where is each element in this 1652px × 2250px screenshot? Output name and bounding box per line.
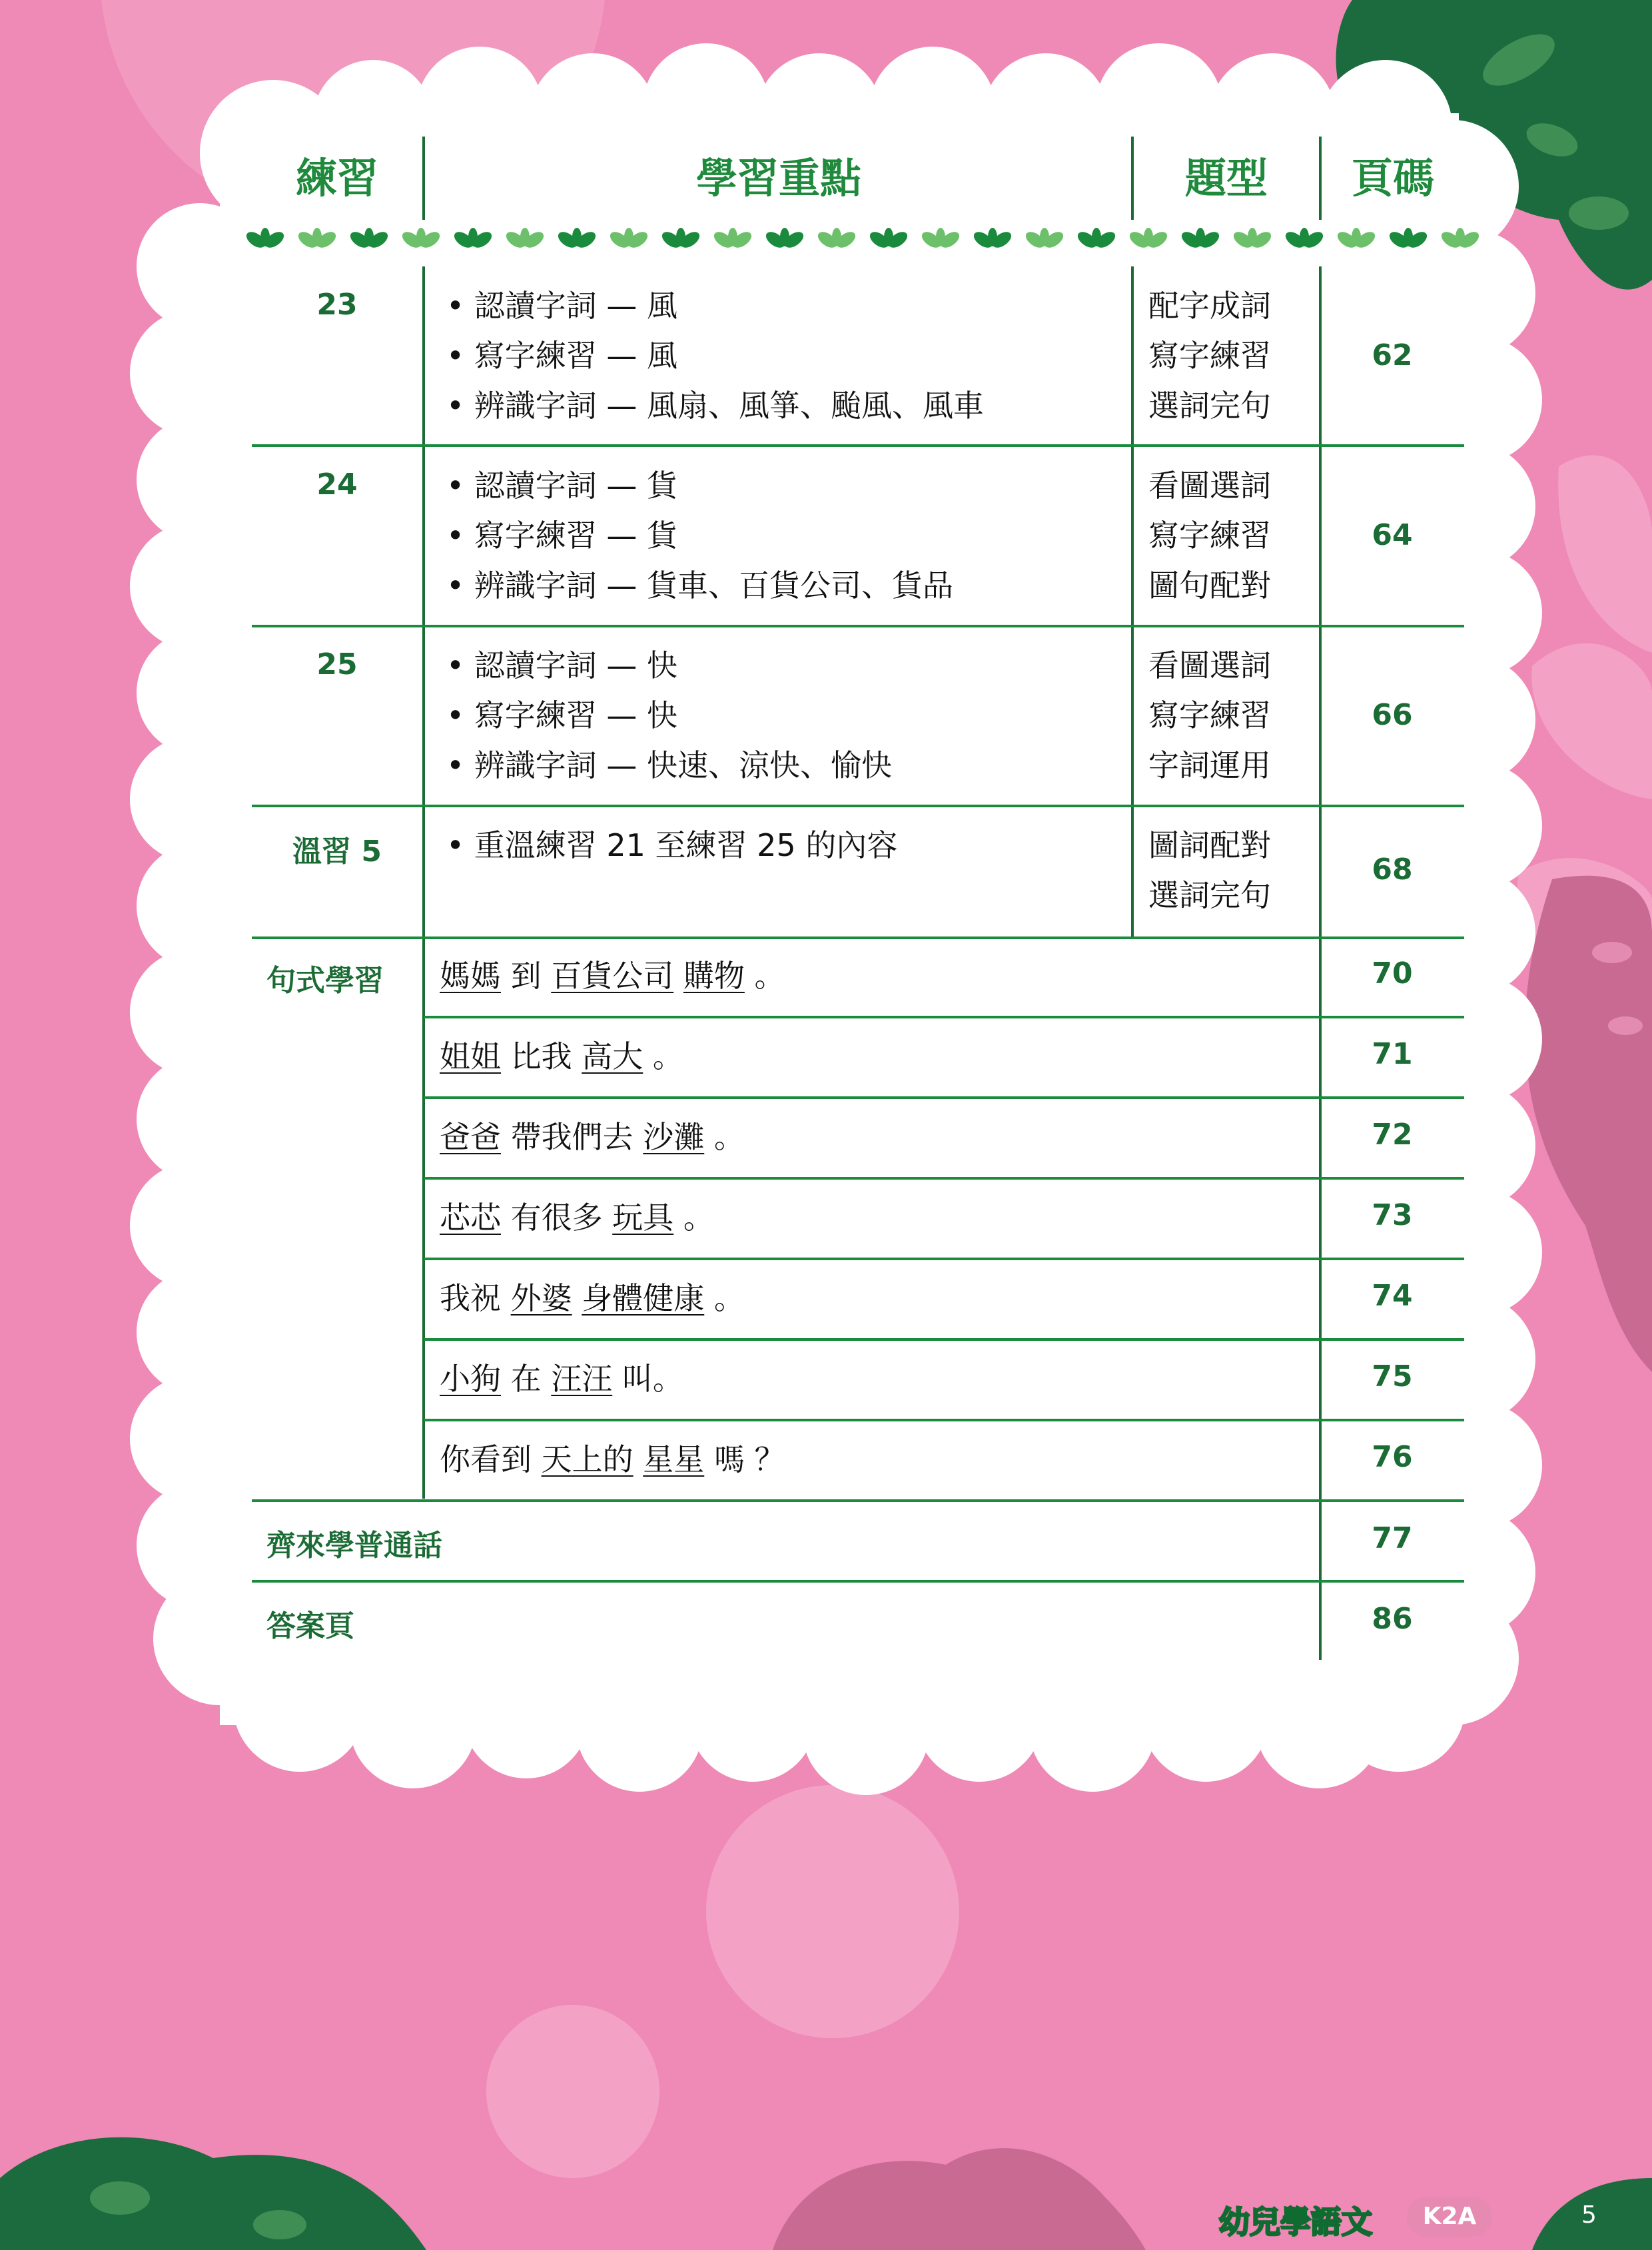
sentence-text xyxy=(633,1441,643,1477)
question-type: 圖詞配對 xyxy=(1148,827,1271,863)
sentence-section-label: 句式學習 xyxy=(266,964,384,998)
question-type: 看圖選詞 xyxy=(1148,647,1271,683)
divider-col2-body xyxy=(1131,266,1134,938)
question-type: 看圖選詞 xyxy=(1148,468,1271,504)
question-type: 選詞完句 xyxy=(1148,877,1271,913)
question-type: 圖句配對 xyxy=(1148,567,1271,603)
underlined-phrase: 百貨公司 xyxy=(551,958,674,994)
sentence-text: 嗎 ？ xyxy=(704,1441,785,1477)
sentence-text: 。 xyxy=(673,1200,714,1236)
sentence-text: 。 xyxy=(704,1119,745,1155)
answers-label: 答案頁 xyxy=(266,1609,354,1643)
underlined-phrase: 芯芯 xyxy=(440,1200,501,1236)
page-number: 86 xyxy=(1372,1602,1413,1636)
learning-point: • 辨識字詞 — 貨車、百貨公司、貨品 xyxy=(446,567,954,603)
sentence-row xyxy=(440,1274,745,1323)
sentence-row xyxy=(440,1193,714,1243)
sentence-text: 叫。 xyxy=(612,1361,683,1397)
page-number-footer: 5 xyxy=(1581,2201,1597,2229)
row-line xyxy=(424,1258,1464,1260)
row-line xyxy=(424,1016,1464,1018)
learning-point: • 寫字練習 — 快 xyxy=(446,697,678,733)
page-number: 77 xyxy=(1372,1521,1413,1555)
sentence-text: 你看到 xyxy=(440,1441,542,1477)
sentence-row xyxy=(440,1435,785,1485)
learning-point: • 認讀字詞 — 快 xyxy=(446,647,678,683)
row-line xyxy=(252,1580,1464,1583)
page-number: 76 xyxy=(1372,1440,1413,1474)
sentence-row xyxy=(440,1032,683,1082)
row-line xyxy=(252,444,1464,447)
question-type: 字詞運用 xyxy=(1148,747,1271,783)
underlined-phrase: 姐姐 xyxy=(440,1038,501,1074)
header-question-type: 題型 xyxy=(1184,154,1268,202)
page-number: 74 xyxy=(1372,1279,1413,1313)
sentence-text: 帶我們去 xyxy=(501,1119,643,1155)
underlined-phrase: 爸爸 xyxy=(440,1119,501,1155)
row-line xyxy=(424,1419,1464,1421)
underlined-phrase: 汪汪 xyxy=(551,1361,613,1397)
underlined-phrase: 小狗 xyxy=(440,1361,501,1397)
learning-point: • 辨識字詞 — 風扇、風箏、颱風、風車 xyxy=(446,388,985,424)
exercise-number: 24 xyxy=(316,468,358,502)
header-exercise: 練習 xyxy=(295,154,378,202)
underlined-phrase: 玩具 xyxy=(612,1200,674,1236)
question-type: 選詞完句 xyxy=(1148,388,1271,424)
page-number: 71 xyxy=(1372,1037,1413,1071)
question-type: 寫字練習 xyxy=(1148,697,1271,733)
underlined-phrase: 身體健康 xyxy=(582,1280,705,1316)
sentence-text: 。 xyxy=(643,1038,683,1074)
page-number: 70 xyxy=(1372,956,1413,990)
underlined-phrase: 星星 xyxy=(643,1441,705,1477)
underlined-phrase: 高大 xyxy=(582,1038,643,1074)
sentence-text: 我祝 xyxy=(440,1280,511,1316)
row-line xyxy=(252,625,1464,627)
page-number: 62 xyxy=(1372,338,1413,372)
row-line xyxy=(252,1499,1464,1502)
header-learning-focus: 學習重點 xyxy=(695,154,861,202)
sentence-text: 有很多 xyxy=(501,1200,613,1236)
row-line xyxy=(424,1177,1464,1180)
sentence-row xyxy=(440,951,785,1001)
learning-point: • 認讀字詞 — 貨 xyxy=(446,468,678,504)
sentence-row xyxy=(440,1354,683,1404)
page-number: 68 xyxy=(1372,853,1413,887)
learning-point: • 認讀字詞 — 風 xyxy=(446,288,678,324)
page-number: 72 xyxy=(1372,1118,1413,1152)
question-type: 配字成詞 xyxy=(1148,288,1271,324)
underlined-phrase: 沙灘 xyxy=(643,1119,705,1155)
page-number: 75 xyxy=(1372,1359,1413,1393)
sentence-text: 。 xyxy=(744,958,785,994)
divider-col1 xyxy=(422,137,425,220)
learning-point: • 辨識字詞 — 快速、涼快、愉快 xyxy=(446,747,893,783)
sentence-text xyxy=(673,958,683,994)
exercise-number: 溫習 5 xyxy=(292,835,382,869)
learning-point: • 寫字練習 — 風 xyxy=(446,338,678,374)
sentence-text xyxy=(572,1280,582,1316)
question-type: 寫字練習 xyxy=(1148,338,1271,374)
learning-point: • 重溫練習 21 至練習 25 的內容 xyxy=(446,827,898,863)
question-type: 寫字練習 xyxy=(1148,518,1271,554)
underlined-phrase: 天上的 xyxy=(541,1441,633,1477)
brand-logo: 幼兒學語文 xyxy=(1219,2204,1372,2240)
sentence-text: 。 xyxy=(704,1280,745,1316)
sentence-row xyxy=(440,1112,745,1162)
underlined-phrase: 外婆 xyxy=(510,1280,572,1316)
row-line xyxy=(424,1338,1464,1341)
learning-point: • 寫字練習 — 貨 xyxy=(446,518,678,554)
underlined-phrase: 媽媽 xyxy=(440,958,501,994)
page-number: 64 xyxy=(1372,518,1413,552)
sentence-text: 在 xyxy=(501,1361,552,1397)
exercise-number: 23 xyxy=(316,288,358,322)
header-page: 頁碼 xyxy=(1351,154,1434,202)
sentence-text: 比我 xyxy=(501,1038,582,1074)
level-badge: K2A xyxy=(1407,2197,1492,2237)
divider-col1-body xyxy=(422,266,425,1499)
page-number: 73 xyxy=(1372,1198,1413,1232)
putonghua-label: 齊來學普通話 xyxy=(266,1529,442,1563)
underlined-phrase: 購物 xyxy=(683,958,745,994)
sentence-text: 到 xyxy=(501,958,552,994)
page-number: 66 xyxy=(1372,698,1413,732)
row-line xyxy=(424,1096,1464,1099)
row-line xyxy=(252,805,1464,807)
exercise-number: 25 xyxy=(316,647,358,681)
row-line xyxy=(252,937,1464,939)
